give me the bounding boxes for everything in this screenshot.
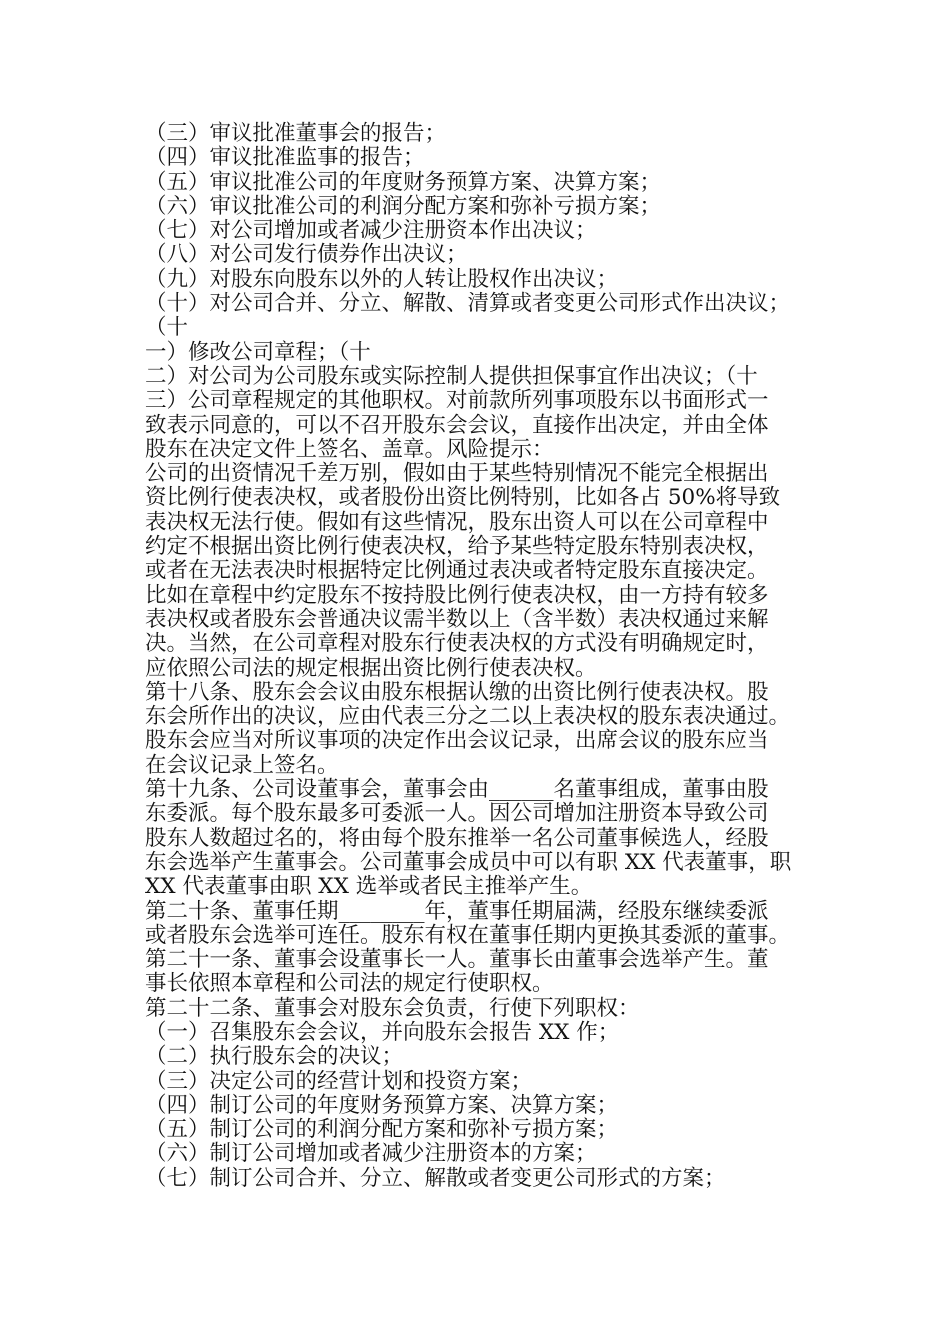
text-line: 事长依照本章程和公司法的规定行使职权。 <box>145 971 554 997</box>
text-line: XX 代表董事由职 XX 选举或者民主推举产生。 <box>145 874 593 900</box>
text-line: （三）决定公司的经营计划和投资方案； <box>145 1068 533 1094</box>
text-line: 第十九条、公司设董事会，董事会由______名董事组成，董事由股 <box>145 777 769 803</box>
text-line: 公司的出资情况千差万别，假如由于某些特别情况不能完全根据出 <box>145 461 769 487</box>
text-line: 应依照公司法的规定根据出资比例行使表决权。 <box>145 655 597 681</box>
text-line: 或者在无法表决时根据特定比例通过表决或者特定股东直接决定。 <box>145 558 769 584</box>
text-line: 表决权或者股东会普通决议需半数以上（含半数）表决权通过来解 <box>145 606 769 632</box>
text-line: （六）审议批准公司的利润分配方案和弥补亏损方案； <box>145 193 662 219</box>
text-line: （十 <box>145 315 189 341</box>
text-line: 第十八条、股东会会议由股东根据认缴的出资比例行使表决权。股 <box>145 679 769 705</box>
text-line: 资比例行使表决权，或者股份出资比例特别，比如各占 50%将导致 <box>145 485 781 511</box>
text-line: 第二十一条、董事会设董事长一人。董事长由董事会选举产生。董 <box>145 947 769 973</box>
text-line: 东会所作出的决议，应由代表三分之二以上表决权的股东表决通过。 <box>145 704 791 730</box>
text-line: 致表示同意的，可以不召开股东会会议，直接作出决定，并由全体 <box>145 412 769 438</box>
text-line: 一）修改公司章程；（十 <box>145 339 371 365</box>
text-line: 比如在章程中约定股东不按持股比例行使表决权，由一方持有较多 <box>145 582 769 608</box>
text-line: 表决权无法行使。假如有这些情况，股东出资人可以在公司章程中 <box>145 509 769 535</box>
text-line: （一）召集股东会会议，并向股东会报告 XX 作； <box>145 1019 620 1045</box>
text-line: （八）对公司发行债券作出决议； <box>145 242 468 268</box>
text-line: 二）对公司为公司股东或实际控制人提供担保事宜作出决议；（十 <box>145 363 758 389</box>
text-line: 股东在决定文件上签名、盖章。风险提示： <box>145 436 554 462</box>
text-line: （五）制订公司的利润分配方案和弥补亏损方案； <box>145 1117 619 1143</box>
text-line: 股东人数超过名的，将由每个股东推举一名公司董事候选人，经股 <box>145 825 769 851</box>
text-line: 东委派。每个股东最多可委派一人。因公司增加注册资本导致公司 <box>145 801 769 827</box>
text-line: 在会议记录上签名。 <box>145 752 339 778</box>
text-line: （七）对公司增加或者减少注册资本作出决议； <box>145 218 597 244</box>
text-line: （六）制订公司增加或者减少注册资本的方案； <box>145 1141 597 1167</box>
text-line: （九）对股东向股东以外的人转让股权作出决议； <box>145 266 619 292</box>
text-line: 东会选举产生董事会。公司董事会成员中可以有职 XX 代表董事，职 <box>145 849 792 875</box>
text-line: 股东会应当对所议事项的决定作出会议记录，出席会议的股东应当 <box>145 728 769 754</box>
text-line: （十）对公司合并、分立、解散、清算或者变更公司形式作出决议； <box>145 291 791 317</box>
text-line: （七）制订公司合并、分立、解散或者变更公司形式的方案； <box>145 1165 726 1191</box>
text-line: 第二十二条、董事会对股东会负责，行使下列职权： <box>145 995 640 1021</box>
text-line: （四）审议批准监事的报告； <box>145 145 425 171</box>
text-line: （四）制订公司的年度财务预算方案、决算方案； <box>145 1092 619 1118</box>
text-line: 或者股东会选举可连任。股东有权在董事任期内更换其委派的董事。 <box>145 922 791 948</box>
text-line: 三）公司章程规定的其他职权。对前款所列事项股东以书面形式一 <box>145 388 769 414</box>
text-line: 决。当然，在公司章程对股东行使表决权的方式没有明确规定时， <box>145 631 769 657</box>
text-line: （二）执行股东会的决议； <box>145 1044 404 1070</box>
text-line: （三）审议批准董事会的报告； <box>145 121 447 146</box>
document-page <box>145 122 825 1191</box>
text-line: 约定不根据出资比例行使表决权，给予某些特定股东特别表决权， <box>145 534 769 560</box>
text-line: 第二十条、董事任期________年，董事任期届满，经股东继续委派 <box>145 898 769 924</box>
text-line: （五）审议批准公司的年度财务预算方案、决算方案； <box>145 169 662 195</box>
